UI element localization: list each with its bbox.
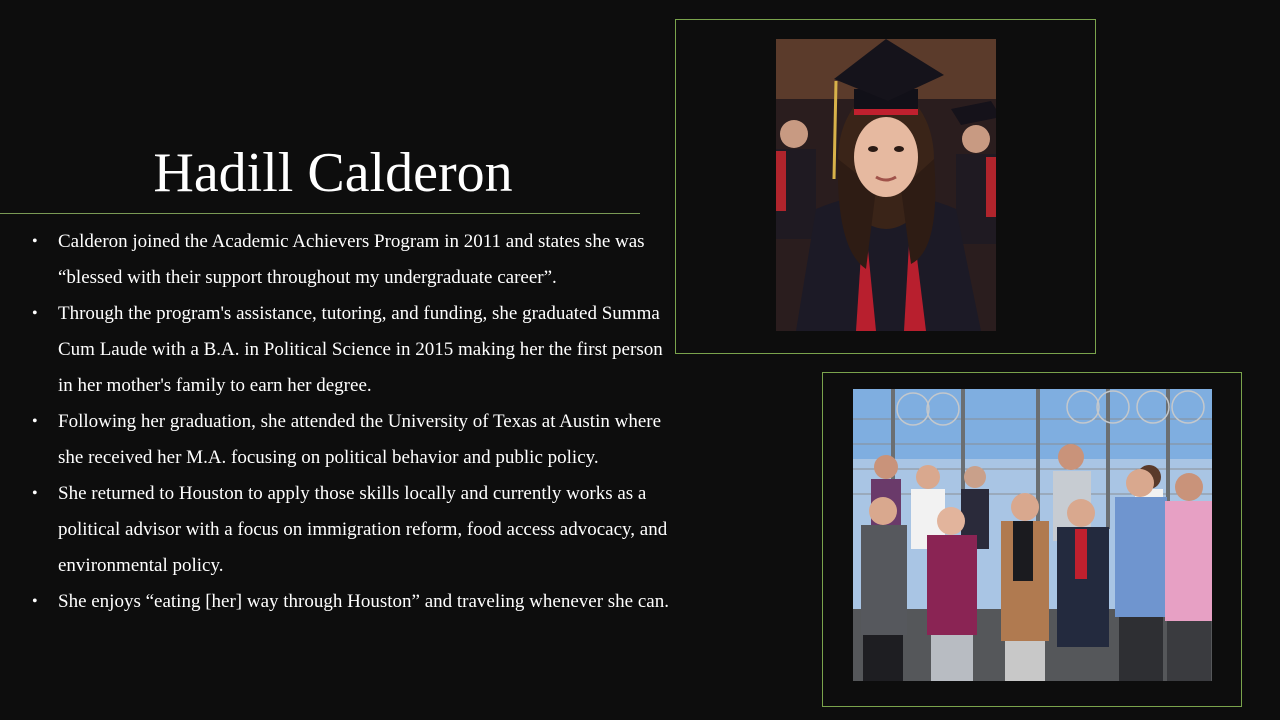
bullet-item [32,476,672,584]
bio-bullet-list [32,224,672,620]
bullet-item [32,404,672,476]
bullet-item [32,296,672,404]
graduation-portrait-photo [776,39,996,331]
bullet-icon: • [32,233,38,250]
slide-title: Hadill Calderon [153,142,513,204]
group-photo [853,389,1212,681]
bullet-icon: • [32,485,38,502]
bullet-item [32,224,672,296]
bullet-icon: • [32,413,38,430]
bullet-icon: • [32,593,38,610]
bullet-text: She enjoys “eating [her] way through Houston” and traveling whenever she can. [58,591,669,612]
bullet-text: Calderon joined the Academic Achievers Program in 2011 and states she was “blessed with their support throughout my undergraduate career”. [58,231,645,288]
bullet-icon: • [32,305,38,322]
bullet-text: Through the program's assistance, tutoring, and funding, she graduated Summa Cum Laude with a B.A. in Political Science in 2015 making her the first person in her mother's family to earn her degree. [58,303,663,396]
bullet-item [32,584,672,620]
bullet-text: Following her graduation, she attended the University of Texas at Austin where she received her M.A. focusing on political behavior and public policy. [58,411,662,468]
title-underline [0,213,640,214]
bullet-text: She returned to Houston to apply those skills locally and currently works as a political advisor with a focus on immigration reform, food access advocacy, and environmental policy. [58,483,668,576]
